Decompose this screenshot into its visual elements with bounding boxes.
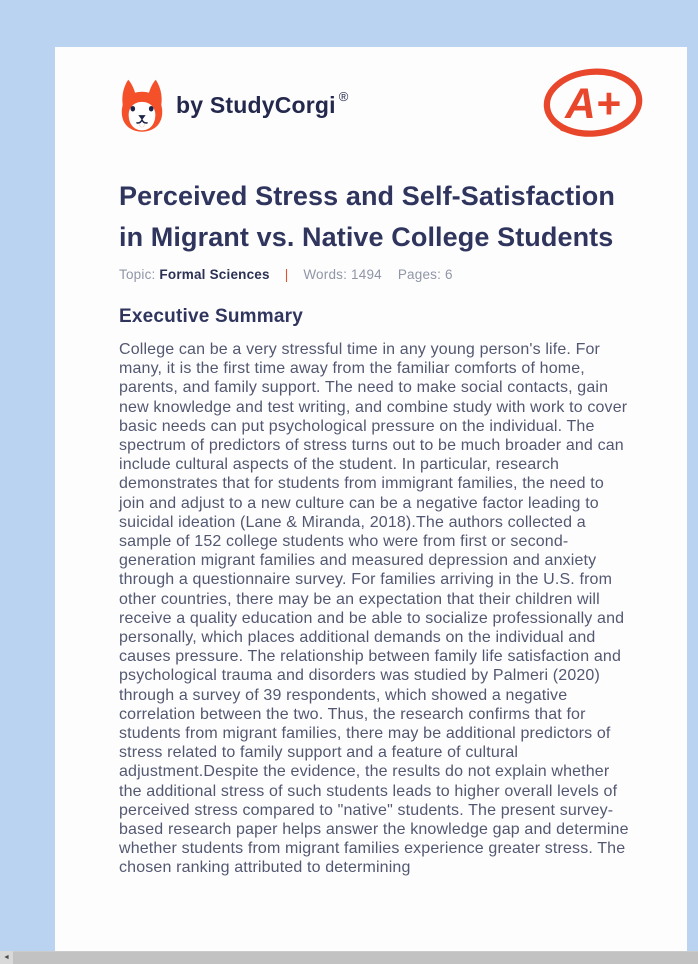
page-title: Perceived Stress and Self-Satisfaction in Migrant vs. Native College Students [119,181,615,252]
scroll-left-arrow-icon: ◄ [3,954,10,961]
brand-text: by StudyCorgi [176,92,336,118]
document-meta [119,267,630,282]
pages-label: Pages: [397,267,442,282]
section-heading: Executive Summary [119,306,303,327]
meta-separator: | [284,267,289,282]
scroll-left-button[interactable] [0,951,13,964]
topic-link[interactable]: Formal Sciences [159,267,270,282]
document-header [119,67,647,146]
words-label: Words: [303,267,348,282]
pages-value: 6 [445,267,453,282]
corgi-icon [119,78,165,133]
grade-text: A+ [565,80,621,128]
topic-label: Topic: [119,267,156,282]
document-card [55,47,687,964]
studycorgi-brand [119,78,348,133]
horizontal-scrollbar[interactable] [0,951,698,964]
registered-mark: ® [338,89,349,104]
article-paragraph: College can be a very stressful time in any young person's life. For many, it is the first time away from the familiar comforts of home, parents, and family support. The need to make social contacts, gain new knowledge and test writing, and combine study with work to cover basic needs can put psychological pressure on the individual. The spectrum of predictors of stress turns out to be much broader and can include cultural aspects of the student. In particular, research demonstrates that for students from immigrant families, the need to join and adjust to a new culture can be a negative factor leading to suicidal ideation (Lane & Miranda, 2018).The authors collected a sample of 152 college students who were from first or second-generation migrant families and measured depression and anxiety through a questionnaire survey. For families arriving in the U.S. from other countries, there may be an expectation that their children will receive a quality education and be able to socialize professionally and personally, which places additional demands on the individual and causes pressure. The relationship between family life satisfaction and psychological trauma and disorders was studied by Palmeri (2020) through a survey of 39 respondents, which showed a negative correlation between the two. Thus, the research confirms that for students from migrant families, there may be additional predictors of stress related to family support and a feature of cultural adjustment.Despite the evidence, the results do not explain whether the additional stress of such students leads to higher overall levels of perceived stress compared to "native" students. The present survey-based research paper helps answer the knowledge gap and determine whether students from migrant families experience greater stress. The chosen ranking attributed to determining [119,341,629,877]
scrollbar-thumb[interactable] [13,951,698,964]
a-plus-badge-icon [541,67,647,146]
words-value: 1494 [351,267,382,282]
